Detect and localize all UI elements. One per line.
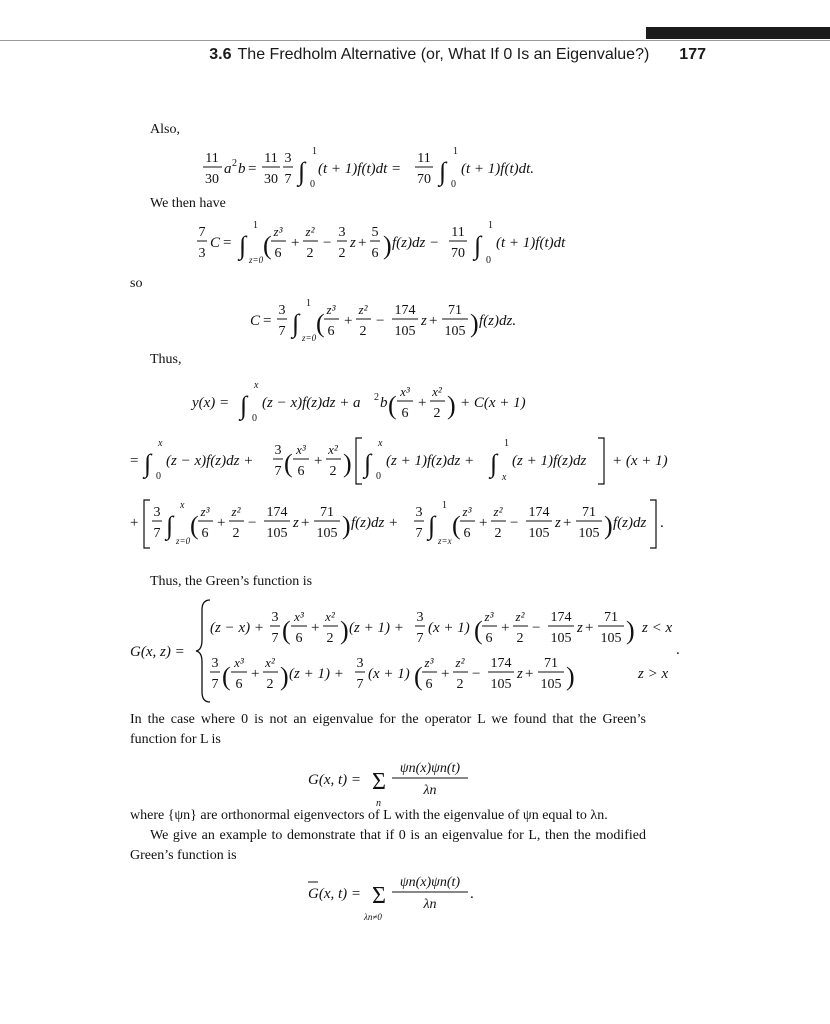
svg-text:2: 2 [456,677,464,692]
svg-text:6: 6 [401,406,409,421]
svg-text:7: 7 [271,631,279,646]
svg-text:(x + 1): (x + 1) [428,620,470,636]
svg-text:ψn(x)ψn(t): ψn(x)ψn(t) [399,761,461,776]
svg-text:3: 3 [338,225,346,240]
svg-text:a: a [224,161,232,177]
svg-text:+: + [501,620,510,636]
running-header [0,46,706,70]
svg-text:n: n [376,798,381,809]
svg-text:0: 0 [310,179,315,190]
svg-text:x³: x³ [294,609,304,624]
svg-text:∫: ∫ [144,449,152,478]
svg-text:.: . [676,642,680,658]
svg-text:71: 71 [544,656,558,671]
svg-text:+: + [563,515,572,531]
svg-text:∫: ∫ [166,511,174,540]
svg-text:(z + 1)f(z)dz: (z + 1)f(z)dz [512,453,587,469]
svg-text:z < x: z < x [642,620,673,636]
svg-text:∫: ∫ [439,157,447,186]
svg-text:z³: z³ [200,504,210,519]
svg-text:x: x [254,380,259,391]
svg-text:x²: x² [328,442,338,457]
svg-text:λn: λn [423,783,437,798]
svg-text:(: ( [263,231,272,260]
svg-text:): ) [342,511,351,540]
svg-text:70: 70 [417,172,431,187]
svg-text:+: + [311,620,320,636]
svg-text:(: ( [284,449,293,478]
svg-text:6: 6 [201,526,209,541]
svg-text:+: + [441,666,450,682]
svg-text:174: 174 [550,610,572,625]
svg-text:174: 174 [266,505,288,520]
svg-text:z²: z² [305,224,315,239]
section-title: The Fredholm Alternative (or, What If 0 Is an Eigenvalue?) [237,46,650,63]
svg-text:6: 6 [425,677,433,692]
svg-text:(: ( [282,616,291,645]
svg-text:): ) [566,662,575,691]
svg-text:): ) [604,511,613,540]
svg-text:3: 3 [271,610,279,625]
svg-text:z²: z² [231,504,241,519]
svg-text:z=x: z=x [438,536,452,546]
svg-text:71: 71 [320,505,334,520]
svg-text:7: 7 [356,677,364,692]
svg-text:3: 3 [284,151,292,166]
svg-text:C: C [210,235,221,251]
svg-text:(: ( [316,309,325,338]
svg-text:7: 7 [415,526,423,541]
svg-text:71: 71 [582,505,596,520]
svg-text:z=0: z=0 [249,255,264,265]
svg-text:(: ( [190,511,199,540]
svg-text:(x + 1): (x + 1) [368,666,410,682]
paragraph-1: In the case where 0 is not an eigenvalue for the operator L we found that the Green’s function for L is [130,712,646,747]
svg-text:−: − [248,515,257,531]
svg-text:): ) [343,449,352,478]
svg-text:6: 6 [463,526,471,541]
text-also: Also, [150,122,180,137]
svg-text:−: − [510,515,519,531]
svg-text:2: 2 [516,631,524,646]
paragraph-2: where {ψn} are orthonormal eigenvectors of L with the eigenvalue of ψn equal to λn. [130,808,608,823]
svg-text:z³: z³ [424,655,434,670]
svg-text:x: x [158,438,163,449]
svg-text:3: 3 [274,443,282,458]
svg-text:Σ: Σ [372,883,386,909]
svg-text:2: 2 [433,406,441,421]
equation-eq7 [130,594,690,706]
svg-text:λn: λn [423,897,437,912]
svg-text:z: z [293,515,299,531]
svg-text:71: 71 [448,303,462,318]
svg-text:f(z)dz: f(z)dz [613,515,647,531]
svg-text:z: z [421,313,427,329]
svg-text:30: 30 [205,172,219,187]
svg-text:=: = [248,161,257,177]
svg-text:z > x: z > x [638,666,669,682]
svg-text:ψn(x)ψn(t): ψn(x)ψn(t) [399,875,461,890]
svg-text:0: 0 [156,471,161,482]
svg-text:3: 3 [211,656,219,671]
svg-text:6: 6 [297,464,305,479]
text-we-then-have: We then have [150,196,226,211]
svg-text:+: + [251,666,260,682]
text-thus: Thus, [150,352,182,367]
svg-text:x³: x³ [400,384,410,399]
svg-text:(z − x) +: (z − x) + [210,620,264,636]
svg-text:(z − x)f(z)dz + a: (z − x)f(z)dz + a [262,395,361,411]
svg-text:2: 2 [359,324,367,339]
svg-text:+: + [217,515,226,531]
svg-text:z: z [577,620,583,636]
svg-text:∫: ∫ [292,309,300,338]
svg-text:(: ( [474,616,483,645]
svg-text:x³: x³ [234,655,244,670]
svg-text:+: + [301,515,310,531]
svg-text:30: 30 [264,172,278,187]
svg-text:3: 3 [356,656,364,671]
svg-text:5: 5 [371,225,379,240]
svg-text:0: 0 [486,255,491,266]
svg-text:(: ( [414,662,423,691]
svg-text:2: 2 [232,526,240,541]
svg-text:): ) [447,391,456,420]
svg-text:+: + [479,515,488,531]
svg-text:b: b [380,395,388,411]
svg-text:=: = [263,313,272,329]
svg-text:): ) [280,662,289,691]
svg-text:): ) [383,231,392,260]
svg-text:G(x, t) =: G(x, t) = [308,772,362,788]
svg-text:6: 6 [274,246,282,261]
svg-text:x³: x³ [296,442,306,457]
svg-text:0: 0 [376,471,381,482]
svg-text:−: − [323,235,332,251]
svg-text:105: 105 [600,631,622,646]
svg-text:∫: ∫ [240,391,248,420]
svg-text:11: 11 [264,151,278,166]
svg-text:1: 1 [312,146,317,157]
svg-text:(t + 1)f(t)dt.: (t + 1)f(t)dt. [461,161,535,177]
svg-text:105: 105 [540,677,562,692]
svg-text:): ) [626,616,635,645]
svg-text:3: 3 [415,505,423,520]
svg-text:z²: z² [493,504,503,519]
svg-text:6: 6 [327,324,335,339]
svg-text:z=0: z=0 [302,333,317,343]
svg-text:0: 0 [451,179,456,190]
svg-text:x²: x² [325,609,335,624]
svg-text:+: + [525,666,534,682]
svg-text:105: 105 [550,631,572,646]
svg-text:2: 2 [266,677,274,692]
svg-text:11: 11 [451,225,465,240]
svg-text:7: 7 [198,225,206,240]
svg-text:+: + [429,313,438,329]
svg-text:6: 6 [235,677,243,692]
svg-text:105: 105 [266,526,288,541]
svg-text:11: 11 [205,151,219,166]
svg-text:71: 71 [604,610,618,625]
svg-text:(t + 1)f(t)dt: (t + 1)f(t)dt [496,235,566,251]
svg-text:174: 174 [528,505,550,520]
svg-text:2: 2 [374,392,379,403]
svg-text:1: 1 [504,438,509,449]
svg-text:x: x [378,438,383,449]
svg-text:Σ: Σ [372,769,386,795]
svg-text:(z + 1) +: (z + 1) + [349,620,404,636]
svg-text:(z + 1) +: (z + 1) + [289,666,344,682]
svg-text:z²: z² [515,609,525,624]
svg-text:2: 2 [326,631,334,646]
svg-text:z³: z³ [462,504,472,519]
svg-text:x²: x² [432,384,442,399]
svg-text:(z + 1)f(z)dz +: (z + 1)f(z)dz + [386,453,475,469]
svg-text:z²: z² [358,302,368,317]
paragraph-3: We give an example to demonstrate that if 0 is an eigenvalue for L, then the modified Green’s function is [130,828,646,863]
svg-text:105: 105 [528,526,550,541]
svg-text:7: 7 [211,677,219,692]
svg-text:): ) [340,616,349,645]
section-number: 3.6 [209,46,232,63]
svg-text:105: 105 [444,324,466,339]
svg-text:105: 105 [578,526,600,541]
svg-text:(: ( [388,391,397,420]
svg-text:∫: ∫ [298,157,306,186]
svg-text:1: 1 [253,220,258,231]
equation-eq9 [308,868,508,928]
text-thus-greens: Thus, the Green’s function is [150,574,313,589]
svg-text:2: 2 [329,464,337,479]
svg-text:7: 7 [278,324,286,339]
svg-text:=: = [223,235,232,251]
svg-text:+: + [291,235,300,251]
svg-text:105: 105 [316,526,338,541]
svg-text:∫: ∫ [474,231,482,260]
equation-eq3 [250,292,540,346]
svg-text:∫: ∫ [428,511,436,540]
svg-text:G(x, t) =: G(x, t) = [308,886,362,902]
equation-eq5 [130,432,670,488]
svg-text:∫: ∫ [490,449,498,478]
svg-text:∫: ∫ [364,449,372,478]
header-bar [646,27,830,39]
svg-text:z=0: z=0 [176,536,191,546]
svg-text:x: x [502,472,507,483]
svg-text:3: 3 [198,246,206,261]
svg-text:x: x [180,500,185,511]
svg-text:+: + [314,453,323,469]
header-rule [0,40,830,41]
svg-text:f(z)dz −: f(z)dz − [392,235,440,251]
equation-eq8 [308,754,508,814]
svg-text:7: 7 [153,526,161,541]
svg-text:6: 6 [485,631,493,646]
svg-text:0: 0 [252,413,257,424]
svg-text:(t + 1)f(t)dt =: (t + 1)f(t)dt = [318,161,402,177]
equation-eq6 [130,494,670,554]
svg-text:(: ( [222,662,231,691]
svg-text:7: 7 [284,172,292,187]
svg-text:11: 11 [417,151,431,166]
svg-text:(: ( [452,511,461,540]
svg-text:−: − [472,666,481,682]
svg-text:G(x, z) =: G(x, z) = [130,644,185,660]
svg-text:f(z)dz +: f(z)dz + [351,515,399,531]
svg-text:b: b [238,161,246,177]
svg-text:7: 7 [416,631,424,646]
svg-text:174: 174 [490,656,512,671]
svg-text:6: 6 [295,631,303,646]
svg-text:.: . [660,515,664,531]
svg-text:7: 7 [274,464,282,479]
svg-text:105: 105 [394,324,416,339]
svg-text:∫: ∫ [239,231,247,260]
svg-text:105: 105 [490,677,512,692]
svg-text:z²: z² [455,655,465,670]
svg-text:λn≠0: λn≠0 [364,912,382,922]
svg-text:2: 2 [306,246,314,261]
svg-text:z: z [555,515,561,531]
svg-text:): ) [470,309,479,338]
svg-text:+ C(x + 1): + C(x + 1) [460,395,526,411]
svg-text:z³: z³ [273,224,283,239]
svg-text:=: = [130,453,139,469]
svg-text:2: 2 [232,158,237,169]
svg-text:2: 2 [494,526,502,541]
svg-text:−: − [532,620,541,636]
svg-text:1: 1 [442,500,447,511]
svg-text:(z − x)f(z)dz +: (z − x)f(z)dz + [166,453,254,469]
svg-text:−: − [376,313,385,329]
svg-text:x²: x² [265,655,275,670]
svg-text:2: 2 [338,246,346,261]
equation-eq4 [192,374,532,428]
page-number: 177 [679,46,706,63]
svg-text:z: z [350,235,356,251]
svg-text:+: + [344,313,353,329]
equation-eq2 [195,216,615,270]
svg-text:1: 1 [306,298,311,309]
svg-text:+ (x + 1): + (x + 1) [612,453,668,469]
svg-text:z³: z³ [484,609,494,624]
svg-text:1: 1 [453,146,458,157]
svg-text:70: 70 [451,246,465,261]
svg-text:.: . [470,886,474,902]
svg-text:3: 3 [278,303,286,318]
svg-text:1: 1 [488,220,493,231]
svg-text:z³: z³ [326,302,336,317]
svg-text:+: + [585,620,594,636]
text-so: so [130,276,143,291]
svg-text:z: z [517,666,523,682]
svg-text:3: 3 [153,505,161,520]
svg-text:3: 3 [416,610,424,625]
svg-text:+: + [130,515,139,531]
svg-text:6: 6 [371,246,379,261]
equation-eq1 [200,140,600,194]
svg-text:+: + [358,235,367,251]
svg-text:C: C [250,313,261,329]
svg-text:y(x) =: y(x) = [192,395,230,411]
svg-text:f(z)dz.: f(z)dz. [479,313,517,329]
svg-text:+: + [418,395,427,411]
svg-text:174: 174 [394,303,416,318]
